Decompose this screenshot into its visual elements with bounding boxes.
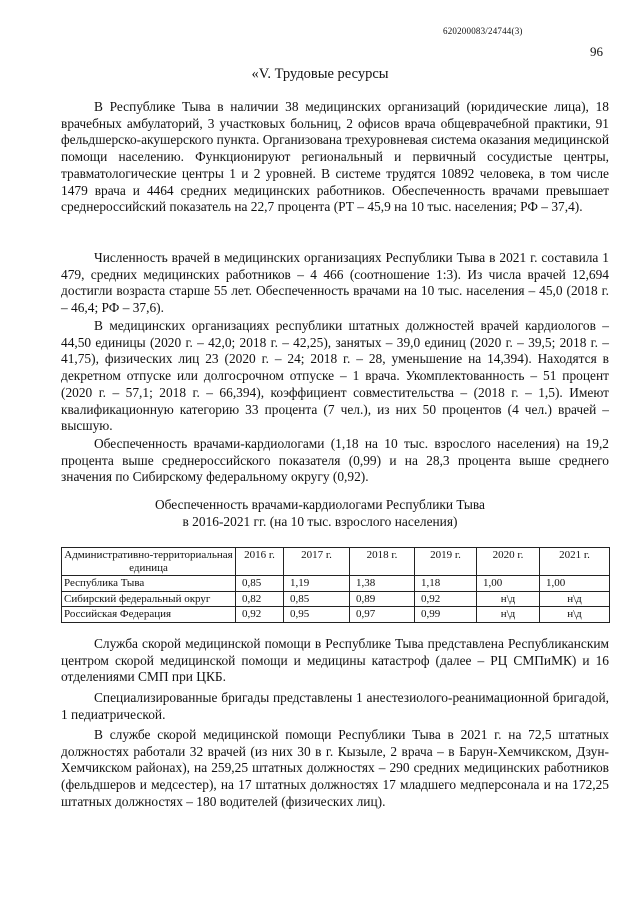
page-number: 96 (590, 44, 603, 59)
paragraph-cardiologist-provision: Обеспеченность врачами-кардиологами (1,18 на 10 тыс. взрослого населения) на 19,2 процента выше среднероссийского показателя (0,99) и на 28,3 процента выше среднего значения по Сибирскому федеральному округу (0,92). (61, 436, 609, 485)
table-caption-line2: в 2016-2021 гг. (на 10 тыс. взрослого населения) (182, 514, 458, 529)
table-header-row (62, 548, 610, 576)
cell-value: 1,00 (477, 576, 540, 592)
header-2016: 2016 г. (236, 548, 284, 576)
table-caption-line1: Обеспеченность врачами-кардиологами Республики Тыва (155, 497, 485, 512)
cell-value: 0,92 (236, 607, 284, 623)
cell-value: н\д (540, 591, 610, 607)
cell-value: 0,82 (236, 591, 284, 607)
paragraph-cardiologists: В медицинских организациях республики штатных должностей врачей кардиологов – 44,50 единицы (2020 г. – 42,0; 2018 г. – 42,25), занятых – 39,0 единиц (2020 г. – 39,5; 2018 г. – 41,75), физических лиц 23 (2020 г. – 24; 2018 г. – 28, уменьшение на 14,394). Находятся в декретном отпуске или долгосрочном отпуске – 1 врача. Укомплектованность – 51 процент (2020 г. – 57,1; 2018 г. – 66,394), коэффициент совместительства – (2018 г. – 1,5). Имеют квалификационную категорию 33 процента (7 чел.), из них 50 процентов (4 чел.) врачей – высшую. (61, 318, 609, 434)
paragraph-organizations: В Республике Тыва в наличии 38 медицинских организаций (юридические лица), 18 врачебных амбулаторий, 3 участковых больниц, 2 офисов врача общеврачебной практики, 91 фельдшерско-акушерского пункта. Организована трехуровневая система оказания медицинской помощи населению. Функционируют региональный и первичный сосудистые центры, травматологические центры 1 и 2 уровней. В системе трудятся 10892 человека, в том числе 1479 врача и 4464 средних медицинских работников. Обеспеченность врачами превышает среднероссийский показатель на 22,7 процента (РТ – 45,9 на 10 тыс. населения; РФ – 37,4). (61, 99, 609, 215)
table-row (62, 607, 610, 623)
cell-value: 0,89 (350, 591, 415, 607)
cell-value: 0,97 (350, 607, 415, 623)
cell-region: Российская Федерация (62, 607, 236, 623)
cell-value: н\д (477, 607, 540, 623)
cell-region: Республика Тыва (62, 576, 236, 592)
header-2020: 2020 г. (477, 548, 540, 576)
header-region: Административно-территориальная единица (62, 548, 236, 576)
section-heading: «V. Трудовые ресурсы (251, 66, 389, 82)
cell-value: 1,19 (284, 576, 350, 592)
cell-value: 1,18 (415, 576, 477, 592)
cell-value: 0,99 (415, 607, 477, 623)
cell-value: 1,38 (350, 576, 415, 592)
header-2017: 2017 г. (284, 548, 350, 576)
cardiologist-provision-table (61, 547, 610, 623)
cell-value: 0,85 (236, 576, 284, 592)
header-2019: 2019 г. (415, 548, 477, 576)
paragraph-special-teams: Специализированные бригады представлены 1 анестезиолого-реанимационной бригадой, 1 педиатрической. (61, 690, 609, 722)
cell-value: 0,95 (284, 607, 350, 623)
header-2018: 2018 г. (350, 548, 415, 576)
document-id: 620200083/24744(3) (443, 26, 523, 36)
paragraph-doctor-count: Численность врачей в медицинских организациях Республики Тыва в 2021 г. составила 1 479, средних медицинских работников – 4 466 (соотношение 1:3). Из числа врачей 12,694 достигли возраста старше 55 лет. Обеспеченность врачами на 10 тыс. населения – 45,0 (2018 г. – 46,4; РФ – 37,6). (61, 250, 609, 316)
paragraph-emergency-service: Служба скорой медицинской помощи в Республике Тыва представлена Республиканским центром скорой медицинской помощи и медицины катастроф (далее – РЦ СМПиМК) и 16 отделениями СМП при ЦКБ. (61, 636, 609, 685)
cell-value: 0,85 (284, 591, 350, 607)
cell-value: 0,92 (415, 591, 477, 607)
cell-value: н\д (540, 607, 610, 623)
cell-value: 1,00 (540, 576, 610, 592)
cell-value: н\д (477, 591, 540, 607)
paragraph-emergency-staff: В службе скорой медицинской помощи Республики Тыва в 2021 г. на 72,5 штатных должностях работали 32 врачей (из них 30 в г. Кызыле, 2 врача – в Барун-Хемчикском, Дзун-Хемчикском районах), на 259,25 штатных должностях – 290 средних медицинских работников (фельдшеров и медсестер), на 17 штатных должностях 17 младшего медперсонала и на 172,25 штатных должностях – 180 водителей (физических лиц). (61, 727, 609, 809)
table-row (62, 591, 610, 607)
header-2021: 2021 г. (540, 548, 610, 576)
cell-region: Сибирский федеральный округ (62, 591, 236, 607)
table-row (62, 576, 610, 592)
